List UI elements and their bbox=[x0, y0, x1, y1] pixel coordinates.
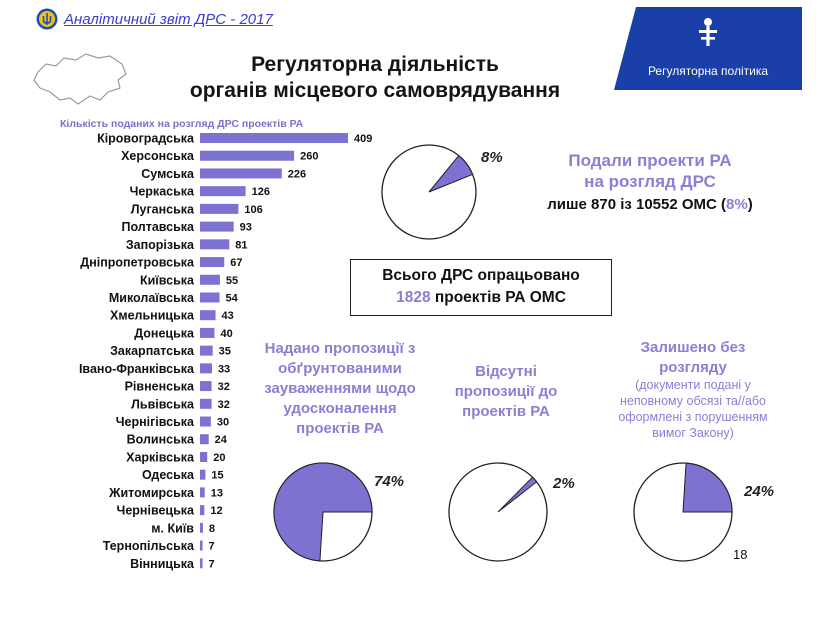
bar bbox=[200, 257, 224, 267]
submitted-pct: 8% bbox=[481, 149, 503, 166]
bar bbox=[200, 487, 205, 497]
category-label: Закарпатська bbox=[110, 344, 194, 359]
category-label: Полтавська bbox=[121, 220, 194, 235]
total-summary-box: Всього ДРС опрацьовано 1828 проектів РА ОМС bbox=[350, 259, 612, 316]
category-label: Львівська bbox=[131, 397, 194, 412]
category-label: Донецька bbox=[134, 326, 194, 341]
value-label: 409 bbox=[354, 133, 373, 145]
value-label: 67 bbox=[230, 257, 243, 270]
bar bbox=[200, 381, 212, 391]
grounded-pct: 74% bbox=[374, 473, 405, 490]
bar bbox=[200, 434, 209, 444]
value-label: 55 bbox=[225, 274, 239, 287]
left-caption-title: Залишено без розгляду bbox=[640, 339, 746, 376]
bar bbox=[200, 470, 205, 480]
bar bbox=[200, 222, 234, 232]
bar bbox=[200, 328, 214, 338]
pie-slice bbox=[683, 463, 732, 512]
page-number: 18 bbox=[733, 547, 748, 562]
category-label: Черкаська bbox=[129, 184, 194, 199]
left-pct: 24% bbox=[744, 483, 775, 500]
bar bbox=[200, 275, 220, 285]
value-label: 126 bbox=[251, 186, 270, 199]
category-label: Тернопільська bbox=[102, 539, 194, 554]
category-label: Чернівецька bbox=[116, 503, 194, 518]
category-label: Херсонська bbox=[121, 149, 194, 164]
bar bbox=[200, 523, 203, 533]
value-label: 30 bbox=[216, 416, 230, 429]
bar bbox=[200, 239, 229, 249]
bar bbox=[200, 168, 282, 178]
absent-pct: 2% bbox=[553, 475, 575, 492]
submitted-summary: Подали проекти РА на розгляд ДРС лише 870 із 10552 ОМС (8%) bbox=[547, 151, 753, 213]
bar bbox=[200, 505, 204, 515]
value-label: 32 bbox=[217, 398, 230, 411]
value-label: 7 bbox=[208, 558, 215, 571]
bar bbox=[200, 204, 238, 214]
value-label: 93 bbox=[239, 221, 252, 234]
category-label: Дніпропетровська bbox=[80, 255, 194, 270]
value-label: 13 bbox=[210, 487, 223, 500]
category-label: Хмельницька bbox=[110, 308, 194, 323]
value-label: 43 bbox=[221, 310, 234, 323]
bar bbox=[200, 558, 203, 568]
value-label: 32 bbox=[217, 381, 230, 394]
category-label: Чернігівська bbox=[115, 415, 194, 430]
bar bbox=[200, 363, 212, 373]
category-label: Івано-Франківська bbox=[78, 361, 194, 376]
chart-title: Кількість поданих на розгляд ДРС проектів РА bbox=[60, 118, 304, 130]
report-link[interactable]: Аналітичний звіт ДРС - 2017 bbox=[64, 10, 273, 28]
submitted-pie bbox=[380, 143, 478, 241]
value-label: 106 bbox=[244, 203, 263, 216]
bar bbox=[200, 417, 211, 427]
value-label: 260 bbox=[300, 150, 319, 163]
category-label: Київська bbox=[139, 273, 194, 288]
category-label: Рівненська bbox=[124, 379, 194, 394]
category-label: Запорізька bbox=[125, 237, 194, 252]
page-title: Регуляторна діяльність органів місцевого самоврядування bbox=[189, 53, 561, 102]
grounded-caption: Надано пропозиції з обґрунтованими зауваженнями щодо удосконалення проектів РА bbox=[264, 340, 416, 437]
value-label: 54 bbox=[225, 292, 238, 305]
category-label: Вінницька bbox=[130, 556, 194, 571]
bar bbox=[200, 151, 294, 161]
bar bbox=[200, 452, 207, 462]
category-label: Житомирська bbox=[109, 485, 194, 500]
value-label: 15 bbox=[211, 469, 224, 482]
bar bbox=[200, 133, 348, 143]
category-label: Харківська bbox=[126, 450, 194, 465]
value-label: 12 bbox=[210, 505, 223, 518]
report-link-group[interactable] bbox=[36, 8, 273, 30]
category-label: Луганська bbox=[130, 202, 194, 217]
value-label: 33 bbox=[217, 363, 231, 376]
value-label: 7 bbox=[208, 540, 215, 553]
category-label: Волинська bbox=[126, 432, 194, 447]
bar bbox=[200, 346, 213, 356]
category-label: Одеська bbox=[142, 468, 194, 483]
left-caption-subtitle: (документи подані у неповному обсязі та//або оформлені з порушенням вимог Закону) bbox=[618, 378, 768, 440]
absent-caption: Відсутні пропозиції до проектів РА bbox=[454, 363, 558, 420]
brand-label: Регуляторна політика bbox=[647, 64, 769, 78]
bar bbox=[200, 399, 212, 409]
category-label: Миколаївська bbox=[108, 290, 194, 305]
grounded-pie bbox=[272, 461, 374, 563]
category-label: Кіровоградська bbox=[97, 131, 194, 146]
value-label: 35 bbox=[218, 345, 231, 358]
bar bbox=[200, 292, 220, 302]
bar bbox=[200, 541, 203, 551]
bar bbox=[200, 310, 216, 320]
bar bbox=[200, 186, 246, 196]
value-label: 20 bbox=[213, 451, 226, 464]
absent-pie bbox=[447, 461, 549, 563]
ukraine-emblem-icon bbox=[36, 8, 58, 30]
value-label: 8 bbox=[208, 522, 216, 535]
value-label: 81 bbox=[235, 239, 248, 252]
value-label: 40 bbox=[220, 327, 233, 340]
left-pie bbox=[632, 461, 734, 563]
value-label: 226 bbox=[287, 168, 307, 181]
category-label: Сумська bbox=[141, 166, 194, 181]
value-label: 24 bbox=[214, 434, 227, 447]
category-label: м. Київ bbox=[151, 521, 194, 536]
